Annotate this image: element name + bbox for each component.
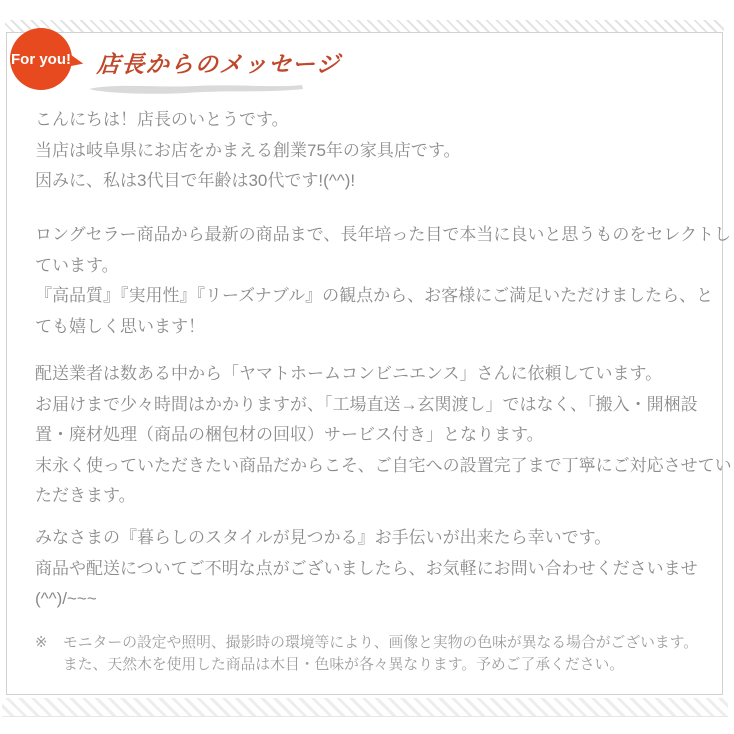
- note-line: モニターの設定や照明、撮影時の環境等により、画像と実物の色味が異なる場合がございます。: [63, 635, 699, 651]
- message-line: 配送業者は数ある中から「ヤマトホームコンビニエンス」さんに依頼しています。: [35, 364, 663, 383]
- message-line: 『高品質』『実用性』『リーズナブル』の観点から、お客様にご満足いただけましたら、と: [35, 286, 714, 305]
- message-line: 当店は岐阜県にお店をかまえる創業75年の家具店です。: [35, 140, 461, 160]
- message-line: (^^)/~~~: [35, 589, 97, 608]
- for-you-badge-label: For you!: [11, 50, 71, 68]
- message-line: お届けまで少々時間はかかりますが、「工場直送→玄関渡し」ではなく、「搬入・開梱設: [35, 394, 698, 414]
- greeting-paragraph: [35, 105, 461, 197]
- for-you-badge: [10, 28, 72, 90]
- top-hatch-divider: [5, 20, 724, 32]
- bottom-hatch-divider: [2, 698, 728, 717]
- delivery-info-paragraph: [35, 359, 732, 512]
- closing-paragraph: [35, 523, 698, 615]
- message-line: みなさまの『暮らしのスタイルが見つかる』お手伝いが出来たら幸いです。: [35, 528, 612, 547]
- message-line: ロングセラー商品から最新の商品まで、長年培った目で本当に良いと思うものをセレクトし: [35, 225, 731, 244]
- message-line: ても嬉しく思います！: [35, 316, 205, 336]
- message-line: 因みに、私は3代目で年齢は30代です!(^^)!: [35, 171, 356, 190]
- message-line: 末永く使っていただきたい商品だからこそ、ご自宅への設置完了まで丁寧にご対応させてい: [35, 455, 732, 475]
- message-line: こんにちは！店長のいとうです。: [35, 110, 289, 129]
- message-line: 商品や配送についてご不明な点がございましたら、お気軽にお問い合わせくださいませ: [35, 558, 698, 578]
- page-title: 店長からのメッセージ: [95, 51, 342, 77]
- selection-policy-paragraph: [35, 220, 731, 342]
- message-line: 置・廃材処理（商品の梱包材の回収）サービス付き」となります。: [35, 425, 544, 444]
- message-line: ています。: [35, 255, 119, 275]
- note-line: また、天然木を使用した商品は木目・色味が各々異なります。予めご了承ください。: [63, 657, 625, 673]
- title-brush-underline: [86, 80, 306, 96]
- message-line: ただきます。: [35, 486, 136, 505]
- color-disclaimer-note: [35, 632, 698, 676]
- note-marker: ※: [35, 635, 48, 651]
- note-text: [63, 632, 698, 676]
